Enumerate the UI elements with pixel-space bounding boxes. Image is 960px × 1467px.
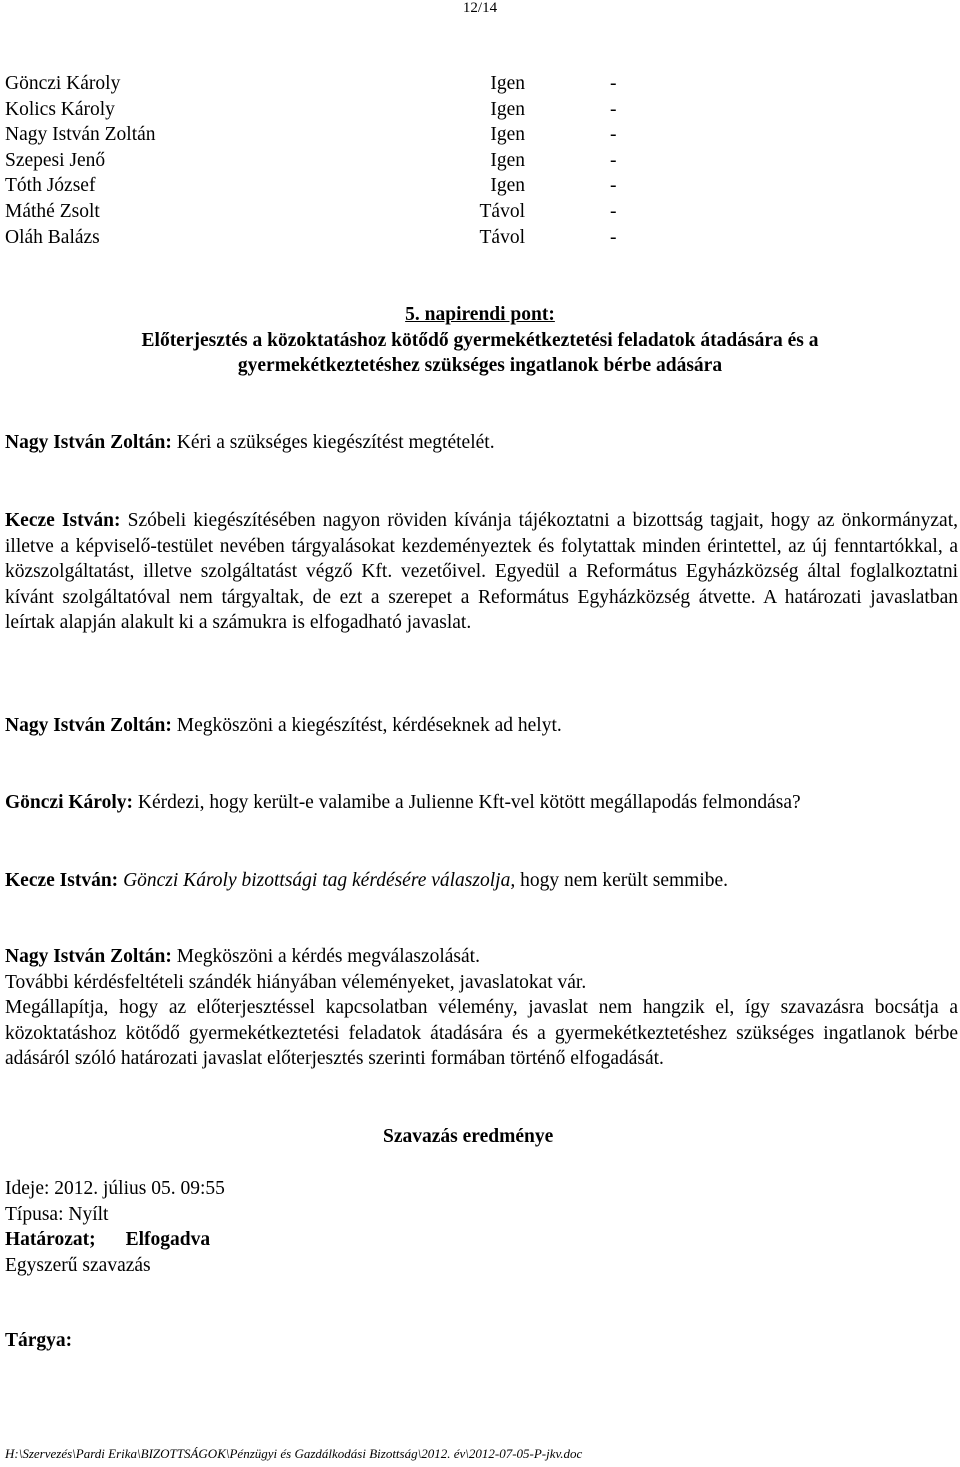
member-mark: - — [610, 124, 617, 146]
agenda-title-line-1: Előterjesztés a közoktatáshoz kötődő gyermekétkeztetési feladatok átadására és a — [141, 329, 819, 351]
vote-row — [5, 199, 625, 225]
paragraph-chair-thanks — [5, 713, 958, 739]
vote-row — [5, 122, 625, 148]
member-name: Gönczi Károly — [5, 73, 121, 94]
member-vote: Igen — [490, 124, 525, 146]
member-vote: Távol — [479, 200, 525, 222]
footer-file-path: H:\Szervezés\Pardi Erika\BIZOTTSÁGOK\Pénzügyi és Gazdálkodási Bizottság\2012. év\2012-07-05-P-jkv.doc — [5, 1446, 583, 1461]
speaker-name: Nagy István Zoltán: — [5, 946, 172, 967]
vote-row — [5, 148, 625, 174]
paragraph-italic-text: Gönczi Károly bizottsági tag kérdésére válaszolja, — [118, 870, 516, 891]
agenda-title-line-2: gyermekétkeztetéshez szükséges ingatlanok bérbe adására — [237, 355, 723, 376]
member-vote: Távol — [479, 226, 525, 248]
vote-row — [5, 71, 625, 97]
member-name: Szepesi Jenő — [5, 149, 106, 171]
page-number: 12/14 — [462, 0, 498, 16]
member-vote: Igen — [490, 149, 525, 171]
vote-row — [5, 173, 625, 199]
decision-label: Határozat; — [5, 1229, 96, 1251]
paragraph-gonczi-question — [5, 790, 958, 816]
vote-row — [5, 97, 625, 123]
member-mark: - — [610, 149, 617, 171]
agenda-heading — [0, 302, 960, 379]
speaker-name: Kecze István: — [5, 510, 121, 531]
member-name: Kolics Károly — [5, 98, 115, 120]
decision-value: Elfogadva — [125, 1229, 211, 1251]
member-name: Oláh Balázs — [5, 226, 100, 248]
vote-type: Típusa: Nyílt — [5, 1203, 109, 1225]
subject-label: Tárgya: — [5, 1330, 73, 1351]
vote-result-heading: Szavazás eredménye — [383, 1126, 554, 1147]
paragraph-chair-vote-call — [5, 944, 958, 1072]
vote-row — [5, 225, 625, 251]
vote-result-details — [5, 1176, 225, 1278]
paragraph-kecze-answer — [5, 868, 958, 894]
speaker-name: Nagy István Zoltán: — [5, 432, 172, 453]
paragraph-text: hogy nem került semmibe. — [515, 870, 729, 891]
paragraph-chair-request — [5, 430, 958, 456]
paragraph-text: Kérdezi, hogy került-e valamibe a Julienne Kft-vel kötött megállapodás felmondása? — [133, 792, 801, 813]
paragraph-text: Megköszöni a kérdés megválaszolását. — [171, 946, 480, 967]
member-mark: - — [610, 73, 617, 94]
member-mark: - — [610, 175, 617, 197]
vote-decision — [5, 1227, 225, 1253]
member-name: Nagy István Zoltán — [5, 124, 156, 146]
vote-time: Ideje: 2012. július 05. 09:55 — [5, 1178, 225, 1199]
agenda-label: 5. napirendi pont: — [405, 304, 555, 325]
vote-method: Egyszerű szavazás — [5, 1254, 151, 1276]
member-vote: Igen — [490, 73, 525, 94]
member-vote: Igen — [490, 98, 525, 120]
paragraph-text: Kéri a szükséges kiegészítést megtételét. — [171, 432, 495, 453]
speaker-name: Gönczi Károly: — [5, 792, 133, 813]
speaker-name: Kecze István: — [5, 870, 119, 891]
member-mark: - — [610, 200, 617, 222]
member-mark: - — [610, 98, 617, 120]
member-name: Máthé Zsolt — [5, 200, 100, 222]
paragraph-text: Megköszöni a kiegészítést, kérdéseknek ad helyt. — [171, 715, 562, 736]
speaker-name: Nagy István Zoltán: — [5, 715, 172, 736]
member-vote: Igen — [490, 175, 525, 197]
vote-list — [5, 71, 625, 250]
member-name: Tóth József — [5, 175, 96, 197]
paragraph-line-2: További kérdésfeltételi szándék hiányában véleményeket, javaslatokat vár. — [5, 971, 587, 993]
paragraph-kecze-supplement — [5, 508, 958, 636]
member-mark: - — [610, 226, 617, 248]
paragraph-text: Szóbeli kiegészítésében nagyon röviden kívánja tájékoztatni a bizottság tagjait, hogy az önkormányzat, illetve a képviselő-testület nevében tárgyalásokat kezdeményeztek és folytattak minden érintettel, az új fenntartókkal, a közszolgáltatást, illetve szolgáltatást végző Kft. vezetőivel. Egyedül a Református Egyházközség által foglalkoztatni kívánt szolgáltatóval nem tárgyaltak, de ezt a szerepet a Református Egyházközség átvette. A határozati javaslatban leírtak alapján alakult ki a számukra is elfogadható javaslat. — [5, 510, 958, 633]
paragraph-line-3: Megállapítja, hogy az előterjesztéssel kapcsolatban vélemény, javaslat nem hangzik el, így szavazásra bocsátja a közoktatáshoz kötődő gyermekétkeztetési feladatok átadására és a gyermekétkeztetéshez szükséges ingatlanok bérbe adásáról szóló határozati javaslat előterjesztés szerinti formában történő elfogadását. — [5, 997, 958, 1069]
